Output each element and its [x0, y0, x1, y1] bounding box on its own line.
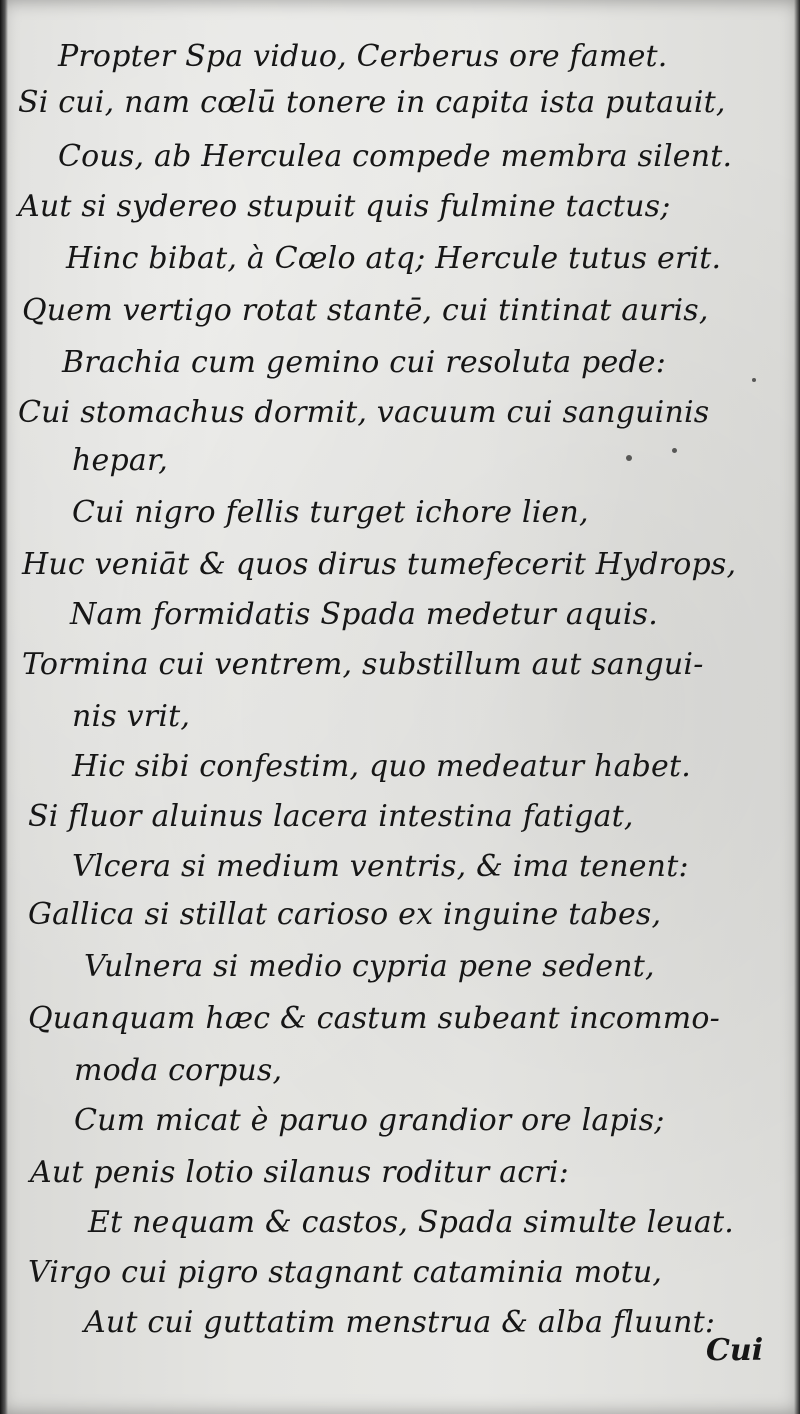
ink-spot — [626, 455, 632, 461]
text-line-1: Propter Spa viduo, Cerberus ore famet. — [58, 39, 668, 74]
text-line-3: Cous, ab Herculea compede membra silent. — [58, 139, 733, 174]
text-line-9: hepar, — [72, 443, 168, 478]
text-line-17: Vlcera si medium ventris, & ima tenent: — [72, 849, 689, 884]
text-line-22: Cum micat è paruo grandior ore lapis; — [74, 1103, 665, 1138]
text-line-13: Tormina cui ventrem, substillum aut sangui- — [22, 647, 704, 682]
text-line-11: Huc veniāt & quos dirus tumefecerit Hydrops, — [22, 547, 737, 582]
text-line-18: Gallica si stillat carioso ex inguine tabes, — [28, 897, 662, 932]
page-edge-shadow-right — [794, 0, 800, 1414]
page-edge-shadow-left — [0, 0, 8, 1414]
text-line-8: Cui stomachus dormit, vacuum cui sanguinis — [18, 395, 710, 430]
text-line-10: Cui nigro fellis turget ichore lien, — [72, 495, 589, 530]
text-line-23: Aut penis lotio silanus roditur acri: — [30, 1155, 569, 1190]
ink-spot — [752, 378, 756, 382]
text-line-20: Quanquam hæc & castum subeant incommo- — [28, 1001, 721, 1036]
text-line-5: Hinc bibat, à Cœlo atq; Hercule tutus erit. — [66, 241, 722, 276]
text-line-4: Aut si sydereo stupuit quis fulmine tactus; — [18, 189, 671, 224]
text-line-19: Vulnera si medio cypria pene sedent, — [84, 949, 655, 984]
text-line-21: moda corpus, — [74, 1053, 283, 1088]
text-line-15: Hic sibi confestim, quo medeatur habet. — [72, 749, 692, 784]
text-line-14: nis vrit, — [72, 699, 191, 734]
text-line-24: Et nequam & castos, Spada simulte leuat. — [88, 1205, 734, 1240]
catchword: Cui — [706, 1333, 764, 1368]
text-line-16: Si fluor aluinus lacera intestina fatigat, — [28, 799, 634, 834]
text-line-26: Aut cui guttatim menstrua & alba fluunt: — [84, 1305, 716, 1340]
ink-spot — [672, 448, 677, 453]
text-line-2: Si cui, nam cœlū tonere in capita ista putauit, — [18, 85, 726, 120]
text-line-25: Virgo cui pigro stagnant cataminia motu, — [28, 1255, 663, 1290]
text-line-12: Nam formidatis Spada medetur aquis. — [70, 597, 658, 632]
text-line-6: Quem vertigo rotat stantē, cui tintinat auris, — [22, 293, 709, 328]
text-line-7: Brachia cum gemino cui resoluta pede: — [62, 345, 667, 380]
